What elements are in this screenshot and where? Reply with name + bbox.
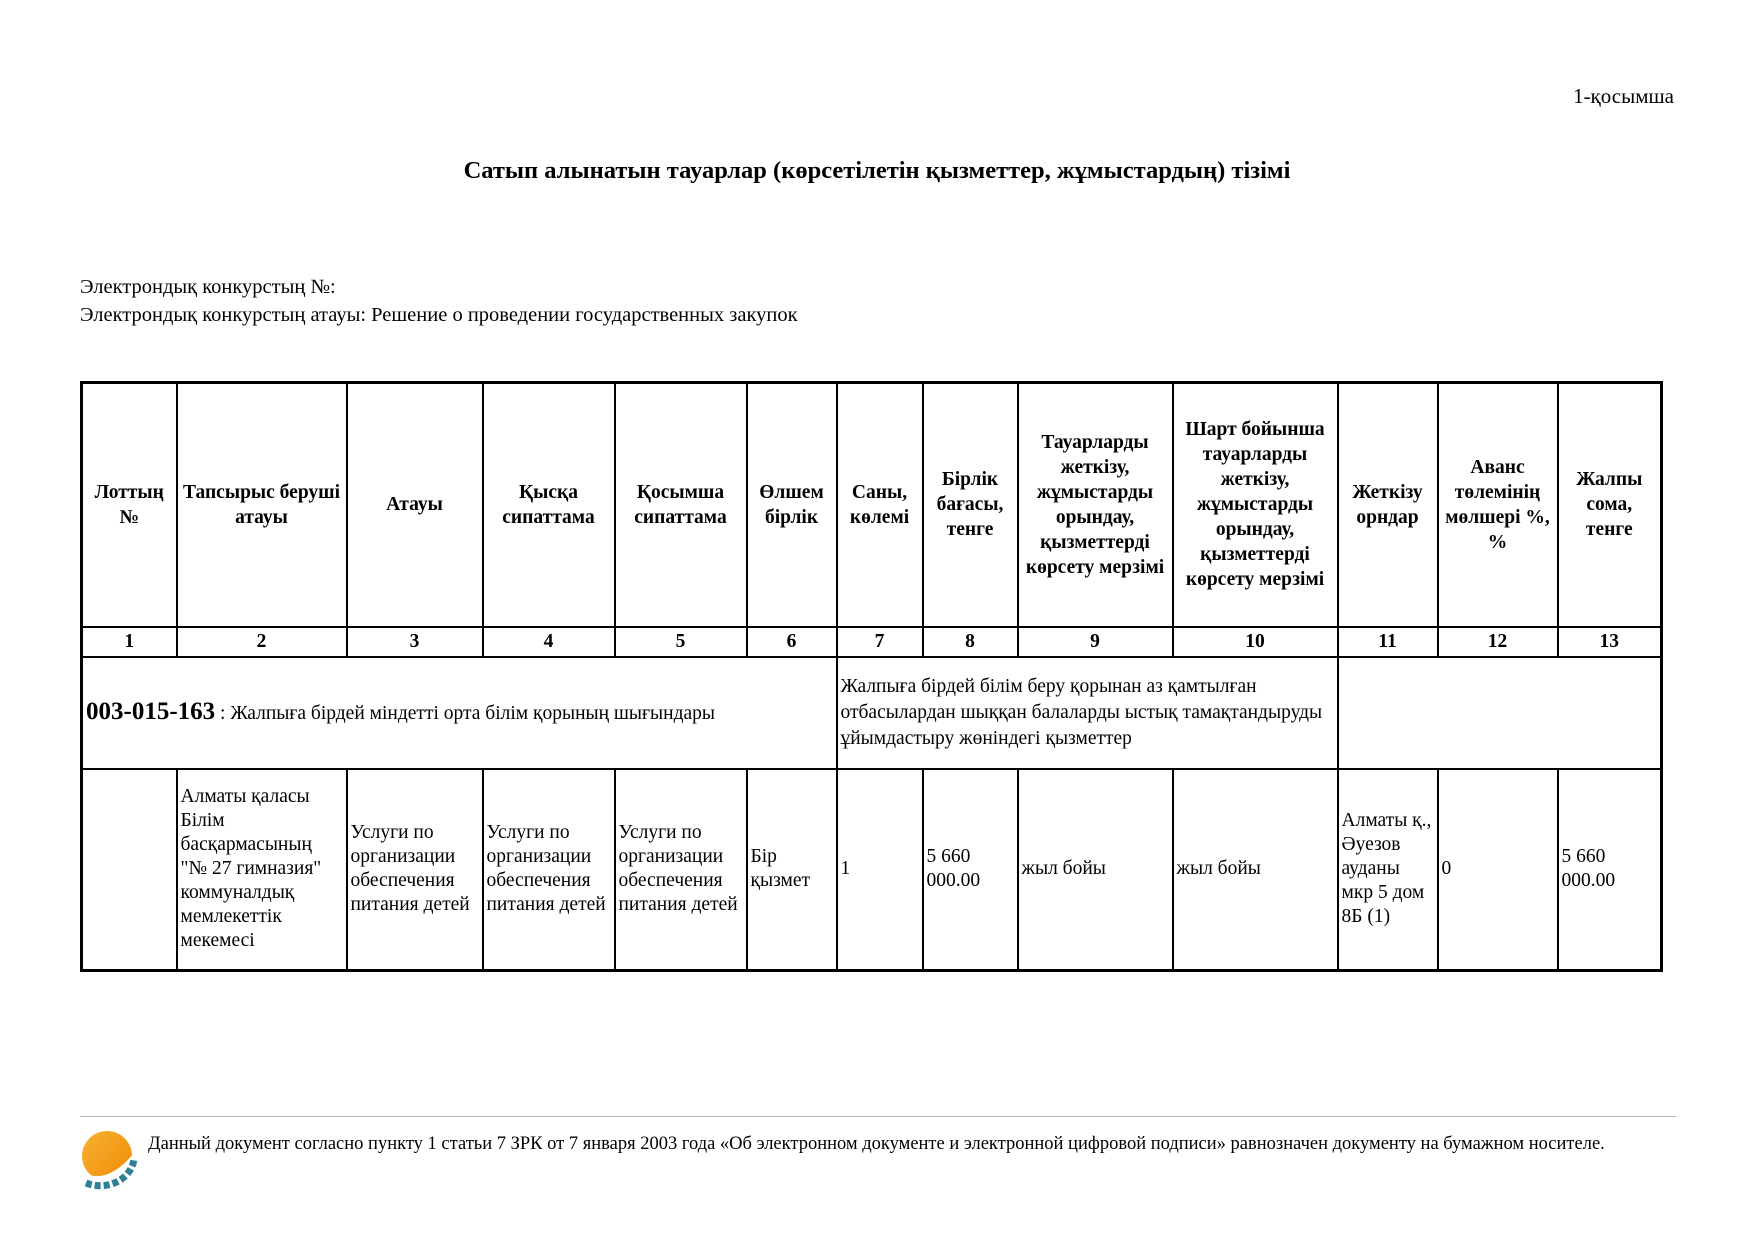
cell-total: 5 660 000.00: [1558, 769, 1662, 971]
lot-description-cell: Жалпыға бірдей білім беру қорынан аз қамтылған отбасылардан шыққан балаларды ыстық тамақтандыруды ұйымдастыру жөніндегі қызметтер: [837, 657, 1338, 769]
lot-code: 003-015-163: [86, 697, 216, 725]
header-cell-unit: Өлшем бірлік: [747, 383, 837, 627]
cell-advance: 0: [1438, 769, 1558, 971]
header-cell-advance: Аванс төлемінің мөлшері %, %: [1438, 383, 1558, 627]
goszakup-logo-icon: [80, 1129, 138, 1193]
column-number: 2: [177, 627, 347, 657]
column-number: 9: [1018, 627, 1173, 657]
contest-info-block: [80, 273, 1674, 329]
lot-summary-row: [82, 657, 1662, 769]
header-cell-total: Жалпы сома, тенге: [1558, 383, 1662, 627]
header-cell-lot-number: Лоттың №: [82, 383, 177, 627]
cell-unit: Бір қызмет: [747, 769, 837, 971]
cell-contract-term: жыл бойы: [1173, 769, 1338, 971]
column-number: 5: [615, 627, 747, 657]
cell-customer: Алматы қаласы Білім басқармасының "№ 27 гимназия" коммуналдық мемлекеттік мекемесі: [177, 769, 347, 971]
header-cell-contract-term: Шарт бойынша тауарларды жеткізу, жұмыстарды орындау, қызметтерді көрсету мерзімі: [1173, 383, 1338, 627]
cell-short-description: Услуги по организации обеспечения питания детей: [483, 769, 615, 971]
table-row: [82, 769, 1662, 971]
column-number: 8: [923, 627, 1018, 657]
column-number: 4: [483, 627, 615, 657]
lot-title-text: : Жалпыға бірдей міндетті орта білім қорының шығындары: [215, 702, 715, 724]
column-number: 12: [1438, 627, 1558, 657]
header-cell-short-description: Қысқа сипаттама: [483, 383, 615, 627]
header-cell-delivery-place: Жеткізу орндар: [1338, 383, 1438, 627]
header-cell-delivery-term: Тауарларды жеткізу, жұмыстарды орындау, қызметтерді көрсету мерзімі: [1018, 383, 1173, 627]
appendix-label: 1-қосымша: [1573, 84, 1674, 108]
column-number: 13: [1558, 627, 1662, 657]
contest-number-line: Электрондық конкурстың №:: [80, 276, 336, 298]
column-number: 11: [1338, 627, 1438, 657]
cell-delivery-term: жыл бойы: [1018, 769, 1173, 971]
column-number: 7: [837, 627, 923, 657]
column-number: 6: [747, 627, 837, 657]
header-cell-name: Атауы: [347, 383, 483, 627]
procurement-table: [80, 381, 1663, 972]
cell-name: Услуги по организации обеспечения питания детей: [347, 769, 483, 971]
lot-empty-cell: [1338, 657, 1662, 769]
column-number: 1: [82, 627, 177, 657]
column-number: 10: [1173, 627, 1338, 657]
legal-text: Данный документ согласно пункту 1 статьи 7 ЗРК от 7 января 2003 года «Об электронном документе и электронной цифровой подписи» равнозначен документу на бумажном носителе.: [148, 1134, 1605, 1154]
cell-additional-description: Услуги по организации обеспечения питания детей: [615, 769, 747, 971]
table-header-row: [82, 383, 1662, 627]
header-cell-unit-price: Бірлік бағасы, тенге: [923, 383, 1018, 627]
cell-unit-price: 5 660 000.00: [923, 769, 1018, 971]
page-title: Сатып алынатын тауарлар (көрсетілетін қызметтер, жұмыстардың) тізімі: [463, 157, 1291, 184]
column-number: 3: [347, 627, 483, 657]
contest-name-line: Электрондық конкурстың атауы: Решение о проведении государственных закупок: [80, 304, 798, 326]
header-cell-quantity: Саны, көлемі: [837, 383, 923, 627]
lot-title-cell: [82, 657, 837, 769]
header-cell-additional-description: Қосымша сипаттама: [615, 383, 747, 627]
signature-footer: [80, 1116, 1676, 1193]
cell-quantity: 1: [837, 769, 923, 971]
cell-lot-number: [82, 769, 177, 971]
header-cell-customer: Тапсырыс беруші атауы: [177, 383, 347, 627]
cell-delivery-place: Алматы қ., Әуезов ауданы мкр 5 дом 8Б (1): [1338, 769, 1438, 971]
column-numbers-row: [82, 627, 1662, 657]
